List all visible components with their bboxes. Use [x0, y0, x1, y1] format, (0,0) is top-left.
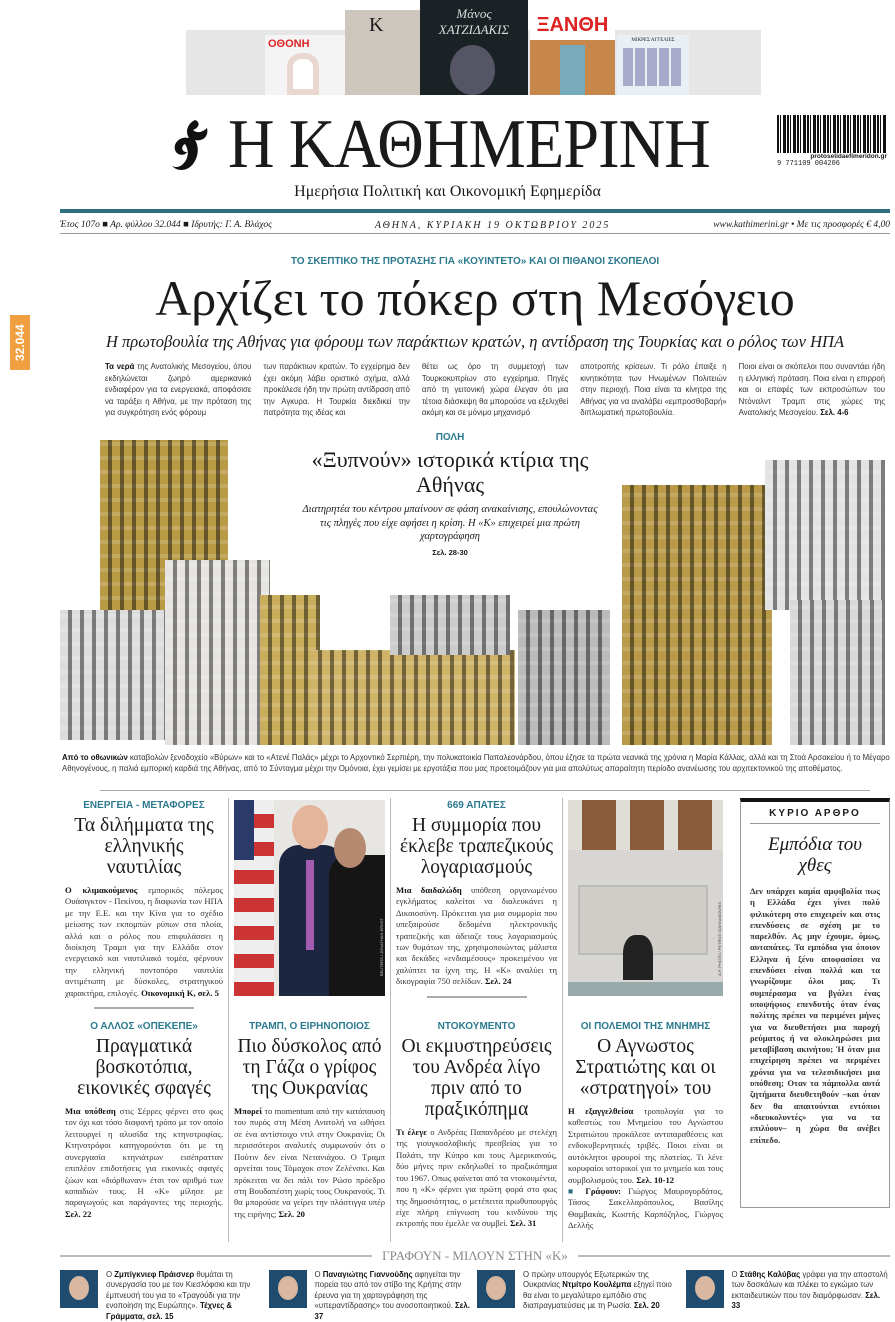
photo-cell	[562, 798, 728, 1019]
lower-section	[60, 798, 890, 1322]
article-shipping[interactable]: ΕΝΕΡΓΕΙΑ - ΜΕΤΑΦΟΡΕΣ Τα διλήμματα της ελληνικής ναυτιλίας Ο κλιμακούμενος εμπορικός πόλεμος Ουάσιγκτον - Πεκίνου, η διαφωνία των ΗΠΑ με την Ε.Ε. και την Κίνα για το σχέδιο μείωσης των εκπομπών ρύπων στα πλοία, αλλά και ο ρόλος που επιφυλάσσει η διοίκηση Τραμπ για την Ελλάδα στον ενεργειακό και ναυτιλιακό τομέα, φέρνουν την ελληνική ποντοπόρο ναυτιλία αντιμέτωπη με δύσκολες, στρατηγικού χαρακτήρα, επιλογές. Οικονομική Κ, σελ. 5	[60, 798, 228, 1019]
lead-headline[interactable]: Αρχίζει το πόκερ στη Μεσόγειο	[155, 270, 795, 326]
issue-side-label: 32.044	[10, 315, 30, 370]
editorial-box[interactable]	[740, 798, 890, 1208]
supplement-cover[interactable]: ΞΑΝΘΗ	[530, 10, 615, 95]
supplement-cover[interactable]: Κ	[345, 10, 420, 95]
writer-item[interactable]: Ο Στάθης Καλύβας γράφει για την αποστολή των δασκάλων και πλέκει το εγκώμιο των εκπαιδευτικών που τον διαμόρφωσαν. Σελ. 33	[686, 1270, 891, 1322]
barcode: protoselidaefimeridon.gr 9 771109 004206	[777, 115, 887, 177]
writer-item[interactable]: Ο πρώην υπουργός Εξωτερικών της Ουκρανίας Ντμίτρο Κουλέμπα εξηγεί ποιο θα είναι το μεγαλύτερο εμπόδιο στις διαπραγματεύσεις με τη Ρωσία. Σελ. 20	[477, 1270, 682, 1322]
website-price[interactable]: www.kathimerini.gr • Με τις προσφορές € 4,00	[713, 220, 890, 230]
article-unknown-soldier[interactable]: ΟΙ ΠΟΛΕΜΟΙ ΤΗΣ ΜΝΗΜΗΣ Ο Αγνωστος Στρατιώτης και οι «στρατηγοί» του Η εξαγγελθείσα τροπολογία για το καθεστώς του Μνημείου του Αγνώστου Στρατιώτου προκάλεσε αντιπαραθέσεις και ενδοκυβερνητικές τριβές. Ποιοι είναι οι αυτόκλητοι φρουροί της πλατείας. Τι λένε κορυφαίοι ιστορικοί για το μνημείο και τους συμβολισμούς του. Σελ. 10-12 ■ Γράφουν: Γιώργος Μαυρογορδάτος, Τάσος Σακελλαρόπουλος, Βασίλης Θαμβακάς, Κωστής Καρπόζηλος, Γιώργος Δελλής	[562, 1019, 728, 1241]
article-ukraine[interactable]: ΤΡΑΜΠ, Ο ΕΙΡΗΝΟΠΟΙΟΣ Πιο δύσκολος από τη Γάζα ο γρίφος της Ουκρανίας Μπορεί το momentum από την κατάπαυση του πυρός στη Μέση Ανατολή να ωθήσει σε ένα αντίστοιχο ντιλ στην Ουκρανία; Οι περισσότεροι αναλυτές συμφωνούν ότι ο Πούτιν δεν είναι Νετανιάχου. Ο Τραμπ αρνείται τους Τόμαχοκ στον Ζελένσκι. Και πρόκειται να δει πάλι τον Ρώσο πρόεδρο στη Βουδαπέστη χωρίς τους Ουκρανούς. Τι θα μπορούσε να γείρει την πλάστιγγα υπέρ της ειρήνης; Σελ. 20	[228, 1019, 390, 1241]
lead-subhead: Η πρωτοβουλία της Αθήνας για φόρουμ των παράκτιων κρατών, η αντίδραση της Τουρκίας και ο ρόλος των ΗΠΑ	[105, 332, 845, 351]
photo-cell	[228, 798, 390, 1019]
supplement-cover[interactable]: ΟΘΟΝΗ	[265, 35, 345, 95]
newspaper-title: Η ΚΑΘΗΜΕΡΙΝΗ	[228, 106, 710, 183]
divider	[60, 209, 890, 213]
city-subhead: Διατηρητέα του κέντρου μπαίνουν σε φάση ανακαίνισης, επουλώνοντας τις πληγές που είχε αφήσει η κρίση. Η «Κ» επιχειρεί μια πρώτη χαρτογράφηση	[302, 504, 598, 542]
city-page: Σελ. 28-30	[432, 547, 468, 557]
lead-article[interactable]	[60, 256, 890, 419]
lead-column: θέτει ως όρο τη συμμετοχή των Τουρκοκυπρίων στο εγχείρημα. Πηγές από τη γειτονική χώρα έλεγαν ότι μια τέτοια διάσκεψη θα μπορούσε να εξελιχθεί ακόμη και σε μόνιμο μηχανισμό	[421, 362, 569, 417]
lead-column: των παράκτιων κρατών. Το εγχείρημα δεν έχει ακόμη λάβει οριστικό σχήμα, αλλά προκάλεσε ήδη την πρώτη αντίδραση από την Αγκυρα. Η Τουρκία διεκδικεί την πατρότητα της ιδέας και	[263, 362, 410, 417]
issue-info-bar	[60, 220, 890, 231]
divider	[94, 1007, 194, 1009]
lead-column: αποτροπής κρίσεων. Τι ρόλο έπαιξε η κινητικότητα των Ηνωμένων Πολιτειών στην περιοχή. Ποια είναι τα κίνητρα της Αθήνας για να αναλάβει «εμπροσθοβαρή» διπλωματική πρωτοβουλία.	[580, 362, 727, 417]
writers-list	[60, 1270, 890, 1322]
writers-section-header: ΓΡΑΦΟΥΝ - ΜΙΛΟΥΝ ΣΤΗΝ «Κ»	[60, 1248, 890, 1264]
avatar	[477, 1270, 515, 1308]
lead-kicker: ΤΟ ΣΚΕΠΤΙΚΟ ΤΗΣ ΠΡΟΤΑΣΗΣ ΓΙΑ «ΚΟΥΙΝΤΕΤΟ» ΚΑΙ ΟΙ ΠΙΘΑΝΟΙ ΣΚΟΠΕΛΟΙ	[290, 256, 660, 267]
editorial-label: ΚΥΡΙΟ ΑΡΘΡΟ	[750, 808, 880, 824]
griffin-logo-icon	[165, 115, 220, 175]
article-andreas[interactable]: ΝΤΟΚΟΥΜΕΝΤΟ Οι εκμυστηρεύσεις του Ανδρέα λίγο πριν από το πραξικόπημα Τι έλεγε ο Ανδρέας Παπανδρέου με στελέχη της γιουγκοσλαβικής πρεσβείας για το Παλάτι, την Κύπρο και τους Αμερικανούς, δύο μήνες πριν εκδηλωθεί το πραξικόπημα του 1967. Οπως φαίνεται από τα ντοκουμέντα, που η «Κ» φέρνει για πρώτη φορά στο φως της δημοσιότητας, ο μετέπειτα πρωθυπουργός είχε πλήρη επίγνωση του κινδύνου της εκτροπής που έμελλε να συμβεί. Σελ. 31	[390, 1019, 562, 1241]
supplement-cover[interactable]: Μάνος ΧΑΤΖΙΔΑΚΙΣ	[420, 0, 528, 95]
divider	[427, 996, 527, 998]
article-fraud[interactable]: 669 ΑΠΑΤΕΣ Η συμμορία που έκλεβε τραπεζικούς λογαριασμούς Μια δαιδαλώδη υπόθεση οργανωμένου εγκλήματος καλείται να διαλευκάνει η Δικαιοσύνη. Πρόκειται για μια συμμορία που υπεξαιρούσε δεδομένα ηλεκτρονικής τραπεζικής και άδειαζε τους λογαριασμούς των θυμάτων της, χρησιμοποιώντας μάλιστα και δεκάδες «ενδιαμέσους» προκειμένου να χαλύπτει τα ίχνη της. Η «Κ» αναλύει τη δικογραφία 750 σελίδων. Σελ. 24	[390, 798, 562, 1019]
avatar	[269, 1270, 307, 1308]
city-article[interactable]	[290, 432, 610, 557]
supplement-cover[interactable]: ΜΙΚΡΕΣ ΑΓΓΕΛΙΕΣ	[617, 35, 689, 95]
editorial-headline[interactable]: Εμπόδια του χθες	[767, 834, 863, 876]
writer-item[interactable]: Ο Ζμπίγκνιεφ Πράισνερ θυμάται τη συνεργασία του με τον Κιεσλόφσκι και την έμπνευσή του για το «Τραγούδι για την ενοποίηση της Ευρώπης». Τέχνες & Γράμματα, σελ. 15	[60, 1270, 265, 1322]
avatar	[60, 1270, 98, 1308]
masthead	[165, 105, 765, 185]
city-headline[interactable]: «Ξυπνούν» ιστορικά κτίρια της Αθήνας	[311, 447, 589, 497]
avatar	[686, 1270, 724, 1308]
tagline: Ημερήσια Πολιτική και Οικονομική Εφημερίδα	[294, 183, 601, 200]
writer-item[interactable]: Ο Παναγιώτης Γιαννούδης αφηγείται την πορεία του από τον στίβο της Κρήτης στην έρευνα για τη χαρτογράφηση της «υπεραντίδρασης» του ανοσοποιητικού. Σελ. 37	[269, 1270, 474, 1322]
issue-number: Έτος 107ο ■ Αρ. φύλλου 32.044 ■ Ιδρυτής: Γ. Α. Βλάχος	[60, 220, 273, 230]
divider	[60, 233, 890, 234]
city-caption: Από το οθωνικών καταβολών ξενοδοχείο «Βύρων» και το «Ατενέ Παλάς» μέχρι το Αρχοντικό Σερπιέρη, την πολυκατοικία Παπαλεονάρδου, όπου έζησε τα πρώτα νεανικά της χρόνια η Μαρία Κάλλας, αλλά και τη Στοά Αρσακείου ή το Μέγαρο Αθηνογένους, η παλιά εμπορική καρδιά της Αθήνας, από το Σύνταγμα μέχρι την Ομόνοια, έχει γεμίσει με εργοτάξια που μας προετοιμάζουν για μια απολύτως απαραίτητη περίοδο ανανέωσης του αρχιτεκτονικού της αποθέματος.	[62, 753, 890, 773]
lead-column: Τα νερά της Ανατολικής Μεσογείου, όπου εκδηλώνεται ζωηρό αμερικανικό ενδιαφέρον για τα ενεργειακά, αποφάσισε να ταράξει η Αθήνα, με την πρόταση της για συγκρότηση ενός φόρουμ	[105, 362, 252, 417]
articles-grid	[60, 798, 728, 1242]
divider	[100, 790, 870, 791]
issue-date: ΑΘΗΝΑ, ΚΥΡΙΑΚΗ 19 ΟΚΤΩΒΡΙΟΥ 2025	[374, 220, 611, 231]
lead-column: Ποιοι είναι οι σκόπελοι που συναντάει ήδη η ελληνική πρόταση. Ποια είναι η επιρροή και οι επαφές των εκπροσώπων του Ντόναλντ Τραμπ στις χώρες της Ανατολικής Μεσογείου. Σελ. 4-6	[738, 362, 886, 417]
city-kicker: ΠΟΛΗ	[435, 432, 465, 443]
photo-trump-zelensky: REUTERS / JONATHAN ERNST	[234, 800, 385, 996]
photo-unknown-soldier: A.P. PHOTO / PETROS GIANNAKOURIS	[568, 800, 723, 996]
article-opekepe[interactable]: Ο ΑΛΛΟΣ «ΟΠΕΚΕΠΕ» Πραγματικά βοσκοτόπια, εικονικές σφαγές Μια υπόθεση στις Σέρρες φέρνει στο φως τον όχι και τόσο διαφανή τρόπο με τον οποίο λειτουργεί η αλυσίδα της κτηνοτροφίας. Κτηνοτρόφοι κατηγορούνται ότι με τη συνεργασία κτηνιάτρων εισέπρατταν επιπλέον επιδοτήσεις για εικονικές σφαγές ζώων και «διόρθωναν» έτσι τον αριθμό των κοπαδιών τους. Η «Κ» μίλησε με παραγωγούς και παράγοντες της περιοχής. Σελ. 22	[65, 1021, 223, 1219]
editorial-body: Δεν υπάρχει καμία αμφιβολία πως η Ελλάδα έχει γίνει πολύ φιλικότερη στο επιχειρείν και στις επενδύσεις σε σχέση με το παρελθόν. Ας μην έχουμε, όμως, αυταπάτες. Τα εμπόδια για όποιον Ελληνα ή ξένο αποφασίσει να επενδύσει είναι πολλά και τα γνωρίζουμε όλοι μας. Τι συμπέρασμα να βγάλει ένας υποψήφιος επενδυτής όταν ένας πολίτης πρέπει να περιμένει μήνες για να διευθετήσει μια παροχή ρεύματος ή να ολοκληρώσει μια μεταβίβαση ακινήτου; Ή όταν μια επιχείρηση πρέπει να περιμένει χρόνια για να τελεσιδικήσει μια υπόθεση; Οταν τα πάμπολλα αυτά ζητήματα διευθετηθούν –και όταν δεν θα απαιτούνται εντόπιοι «διευκολυντές» για να τα επιλύουν– η χώρα θα ανέβει επίπεδο.	[750, 886, 880, 1145]
